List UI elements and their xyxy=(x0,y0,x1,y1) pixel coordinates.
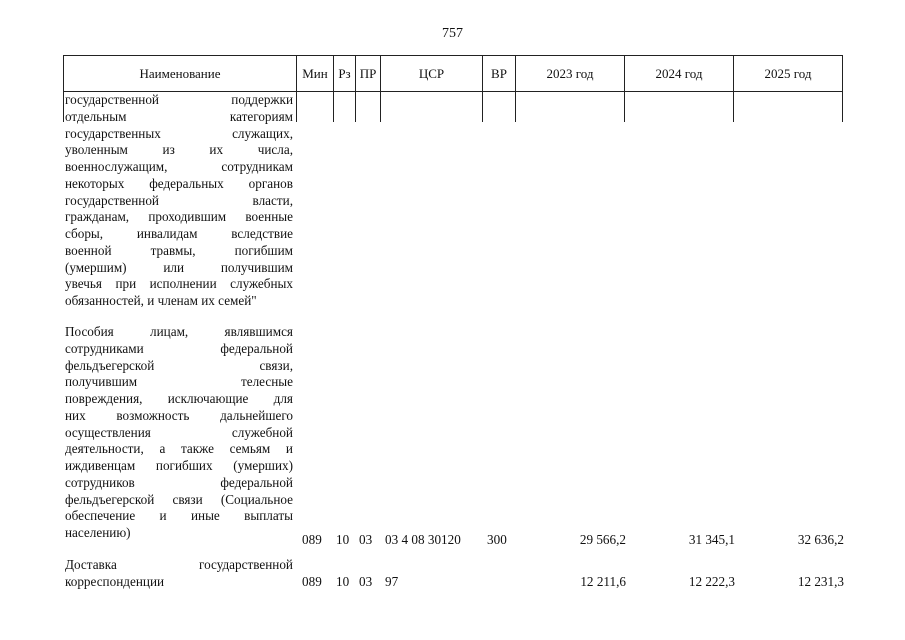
row-1-pr: 03 xyxy=(359,532,373,547)
description-line: фельдъегерской связи, xyxy=(65,357,293,373)
row-2-csr: 97 xyxy=(385,574,399,589)
description-line: государственных служащих, xyxy=(65,125,293,141)
description-line: иждивенцам погибших (умерших) xyxy=(65,458,293,473)
row-2-pr: 03 xyxy=(359,574,373,589)
description-line: населению) xyxy=(65,525,131,540)
description-line: сотрудниками федеральной xyxy=(65,340,293,356)
row-2-description xyxy=(65,557,293,591)
column-separator xyxy=(482,90,483,122)
description-line: обеспечение и иные выплаты xyxy=(65,508,293,524)
column-separator xyxy=(355,90,356,122)
description-line: государственной поддержки xyxy=(65,92,293,107)
description-line: осуществления служебной xyxy=(65,424,293,440)
header-rz: Рз xyxy=(334,56,356,92)
row-2-min: 089 xyxy=(302,574,322,589)
description-line: некоторых федеральных органов xyxy=(65,175,293,191)
header-2024: 2024 год xyxy=(625,56,734,92)
row-1-min: 089 xyxy=(302,532,322,547)
description-line: военной травмы, погибшим xyxy=(65,242,293,258)
row-0-description xyxy=(65,92,293,310)
description-line: гражданам, проходившим военные xyxy=(65,209,293,225)
description-line: (умершим) или получившим xyxy=(65,259,293,275)
row-2-2025: 12 231,3 xyxy=(797,574,844,589)
row-1-rz: 10 xyxy=(336,532,350,547)
row-1-2023: 29 566,2 xyxy=(579,532,626,547)
header-name: Наименование xyxy=(64,56,297,92)
column-separator xyxy=(842,90,843,122)
description-line: фельдъегерской связи (Социальное xyxy=(65,491,293,507)
header-vr: ВР xyxy=(483,56,516,92)
description-line: получившим телесные xyxy=(65,374,293,390)
row-2-2024: 12 222,3 xyxy=(688,574,735,589)
page-number: 757 xyxy=(442,26,463,41)
row-1-2025: 32 636,2 xyxy=(797,532,844,547)
description-line: государственной власти, xyxy=(65,192,293,208)
description-line: уволенным из их числа, xyxy=(65,142,293,158)
row-2-rz: 10 xyxy=(336,574,350,589)
header-pr: ПР xyxy=(356,56,381,92)
description-line: деятельности, а также семьям и xyxy=(65,441,293,457)
description-line: повреждения, исключающие для xyxy=(65,391,293,406)
header-csr: ЦСР xyxy=(381,56,483,92)
column-separator xyxy=(296,90,297,122)
row-1-vr: 300 xyxy=(487,532,507,547)
header-min: Мин xyxy=(297,56,334,92)
column-separator xyxy=(333,90,334,122)
description-line: военнослужащим, сотрудникам xyxy=(65,159,293,174)
description-line: увечья при исполнении служебных xyxy=(65,276,293,292)
row-1-csr: 03 4 08 30120 xyxy=(385,532,461,547)
description-line: них возможность дальнейшего xyxy=(65,407,293,423)
column-separator xyxy=(733,90,734,122)
description-line: отдельным категориям xyxy=(65,108,293,124)
column-separator xyxy=(63,90,64,122)
column-separator xyxy=(380,90,381,122)
row-1-2024: 31 345,1 xyxy=(688,532,735,547)
header-2023: 2023 год xyxy=(516,56,625,92)
description-line: Доставка государственной xyxy=(65,557,293,572)
description-line: сотрудников федеральной xyxy=(65,474,293,490)
description-line: сборы, инвалидам вследствие xyxy=(65,226,293,241)
description-line: Пособия лицам, являвшимся xyxy=(65,324,293,339)
column-separator xyxy=(515,90,516,122)
table-header xyxy=(63,55,843,92)
description-line: обязанностей, и членам их семей" xyxy=(65,293,257,308)
description-line: корреспонденции xyxy=(65,573,165,589)
row-2-2023: 12 211,6 xyxy=(580,574,626,589)
row-1-description xyxy=(65,324,293,542)
column-separator xyxy=(624,90,625,122)
header-2025: 2025 год xyxy=(734,56,843,92)
